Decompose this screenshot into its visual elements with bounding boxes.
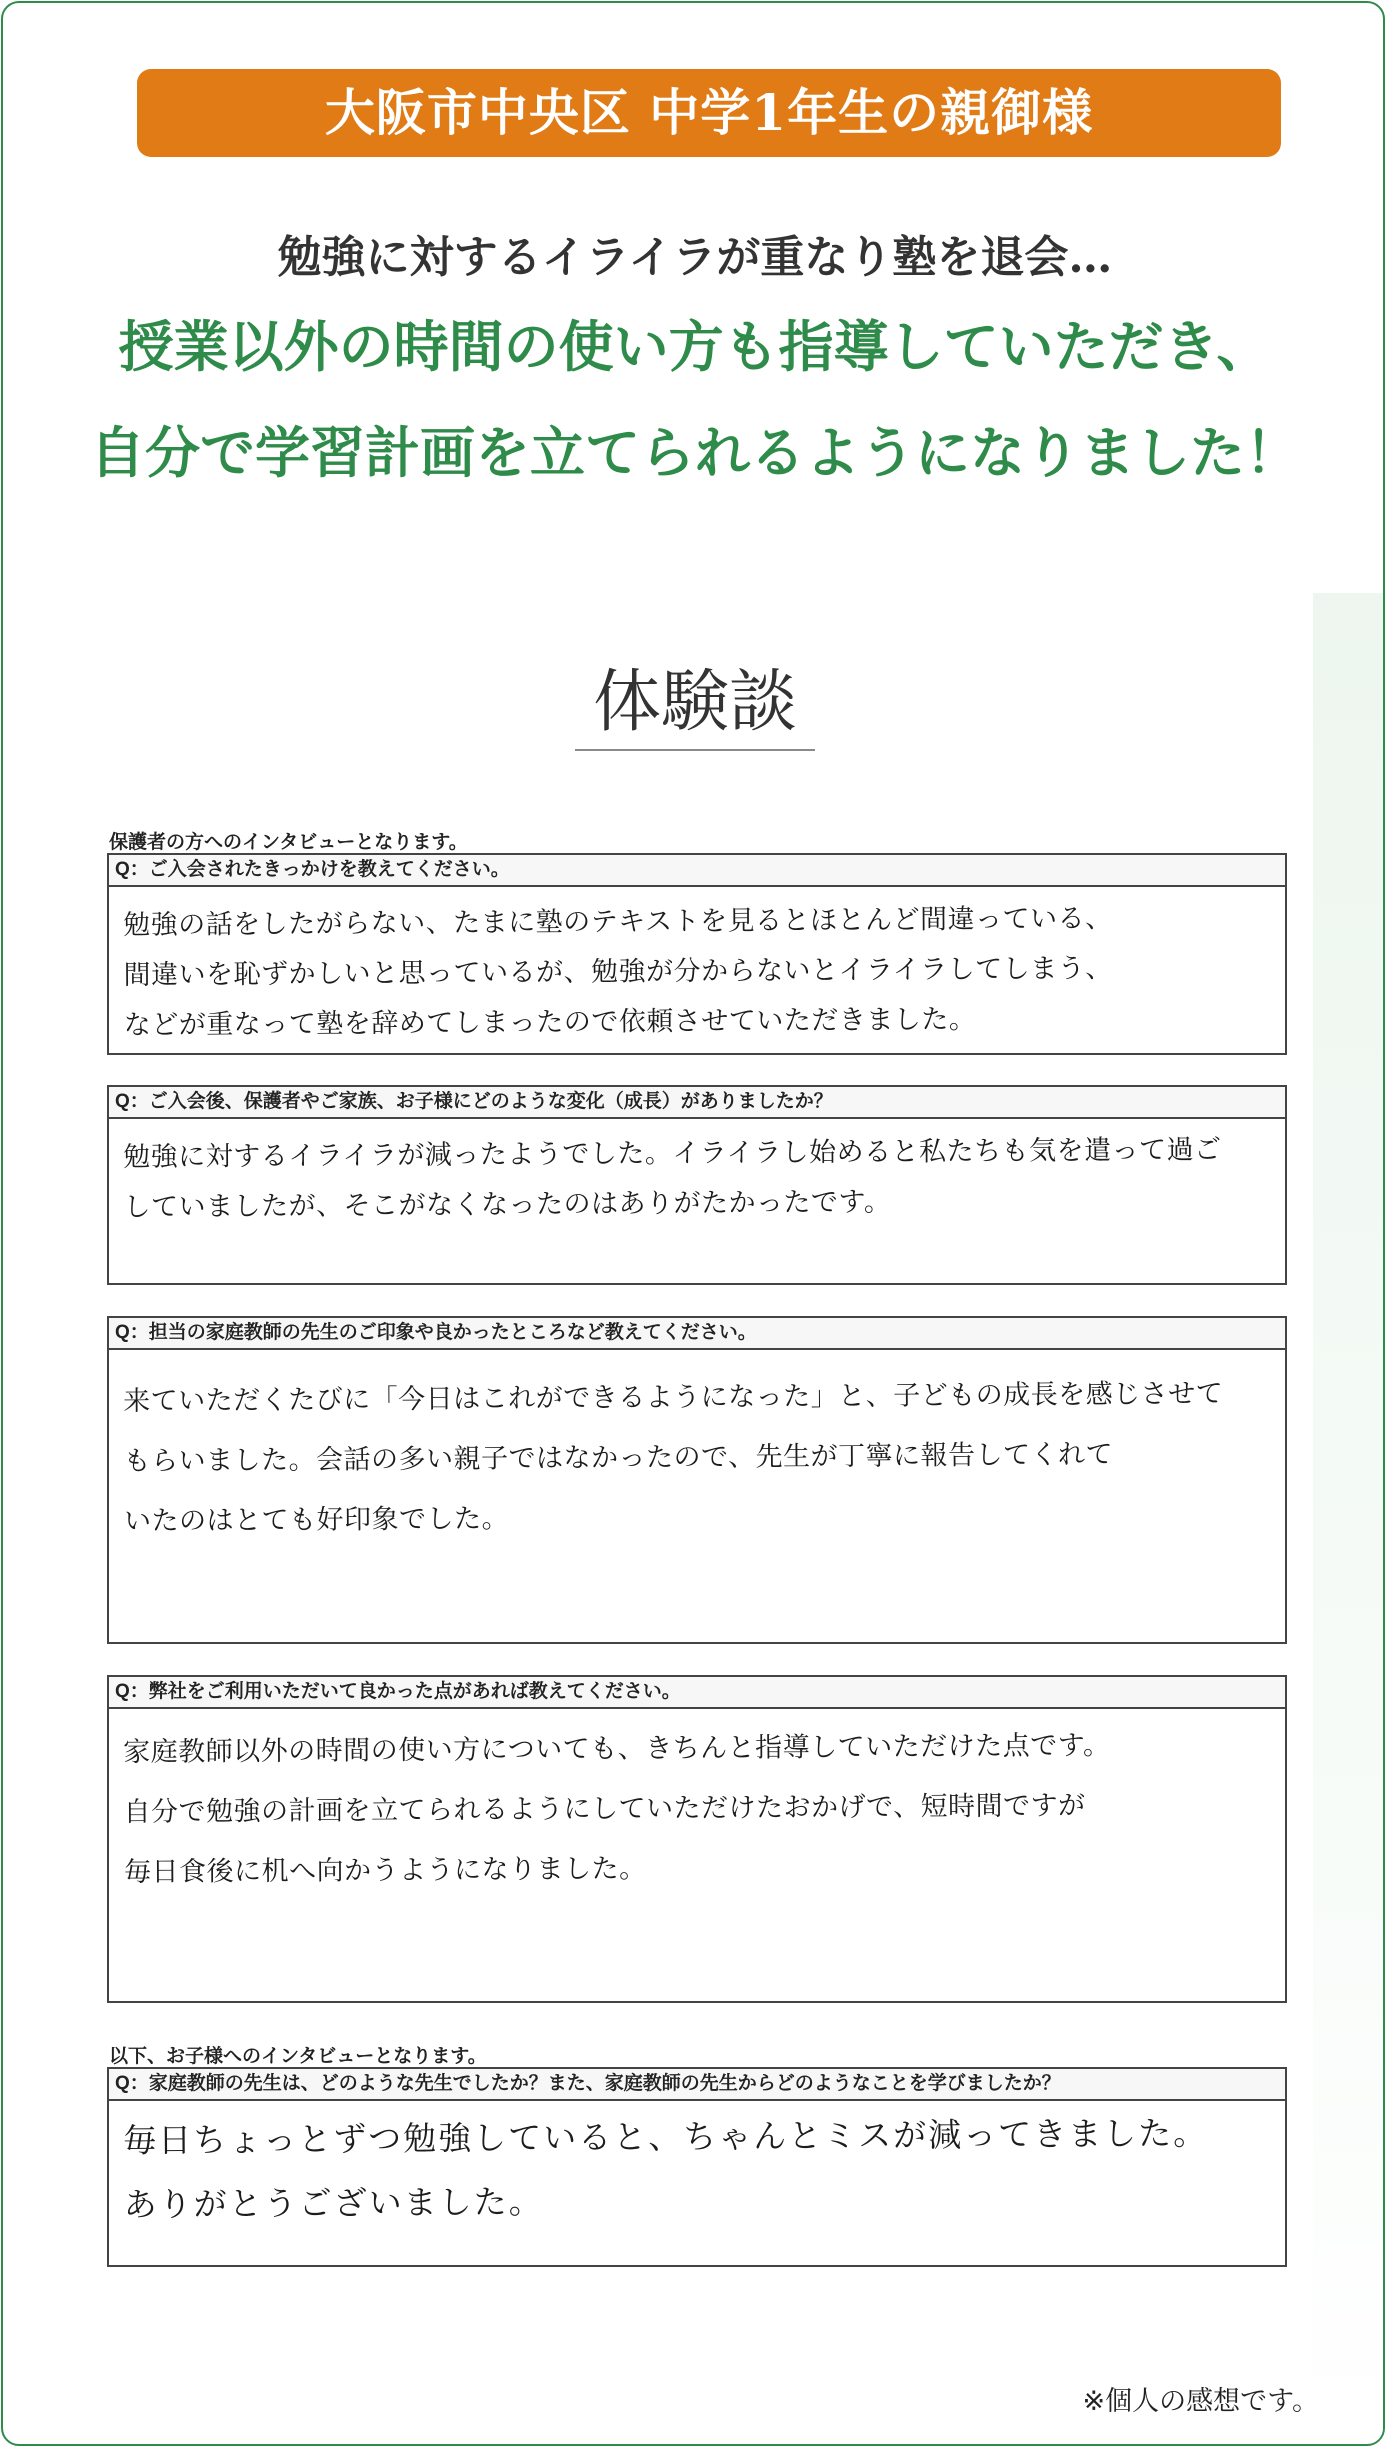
audience-banner: 大阪市中央区 中学1年生の親御様 [137,69,1281,157]
question-label: Q：ご入会されたきっかけを教えてください。 [109,855,1285,887]
child-interview-intro: 以下、お子様へのインタビューとなります。 [109,2046,487,2067]
background-accent [1313,593,1383,2443]
lead-headline: 勉強に対するイライラが重なり塾を退会… [277,232,1113,283]
question-box [107,1316,1287,1644]
parent-interview-intro: 保護者の方へのインタビューとなります。 [109,832,468,853]
question-label: Q：担当の家庭教師の先生のご印象や良かったところなど教えてください。 [109,1318,1285,1350]
question-box [107,1085,1287,1285]
question-label: Q：家庭教師の先生は、どのような先生でしたか？また、家庭教師の先生からどのようなことを学びましたか？ [109,2069,1285,2101]
handwritten-answer: 毎日ちょっとずつ勉強していると、ちゃんとミスが減ってきました。 ありがとうございました。 [123,2113,1209,2224]
question-box [107,1675,1287,2003]
disclaimer-note: ※個人の感想です。 [1082,2386,1319,2417]
handwritten-answer: 勉強の話をしたがらない、たまに塾のテキストを見るとほとんど間違っている、 間違いを恥ずかしいと思っているが、勉強が分からないとイライラしてしまう、 などが重なって塾を辞めてしまったので依頼させていただきました。 [123,903,1113,1041]
handwritten-answer: 来ていただくたびに「今日はこれができるようになった」と、子どもの成長を感じさせて もらいました。会話の多い親子ではなかったので、先生が丁寧に報告してくれて いたのはとても好印象でした。 [123,1378,1224,1537]
question-label: Q：ご入会後、保護者やご家族、お子様にどのような変化（成長）がありましたか？ [109,1087,1285,1119]
handwritten-answer: 勉強に対するイライラが減ったようでした。イライラし始めると私たちも気を遣って過ごしていましたが、そこがなくなったのはありがたかったです。 [123,1134,1222,1223]
question-box [107,2067,1287,2267]
lead-highlight-line-2: 自分で学習計画を立てられるようになりました！ [89,420,1300,485]
lead-highlight-line-1: 授業以外の時間の使い方も指導していただき、 [118,314,1272,379]
section-title: 体験談 [592,663,797,742]
interview-sheet [99,813,1299,2303]
handwritten-answer: 家庭教師以外の時間の使い方についても、きちんと指導していただけた点です。 自分で勉強の計画を立てられるようにしていただけたおかげで、短時間ですが 毎日食後に机へ向かうようになりました。 [123,1730,1111,1888]
question-label: Q：弊社をご利用いただいて良かった点があれば教えてください。 [109,1677,1285,1709]
section-title-underline [575,749,815,751]
testimonial-card [1,1,1385,2446]
question-box [107,853,1287,1055]
